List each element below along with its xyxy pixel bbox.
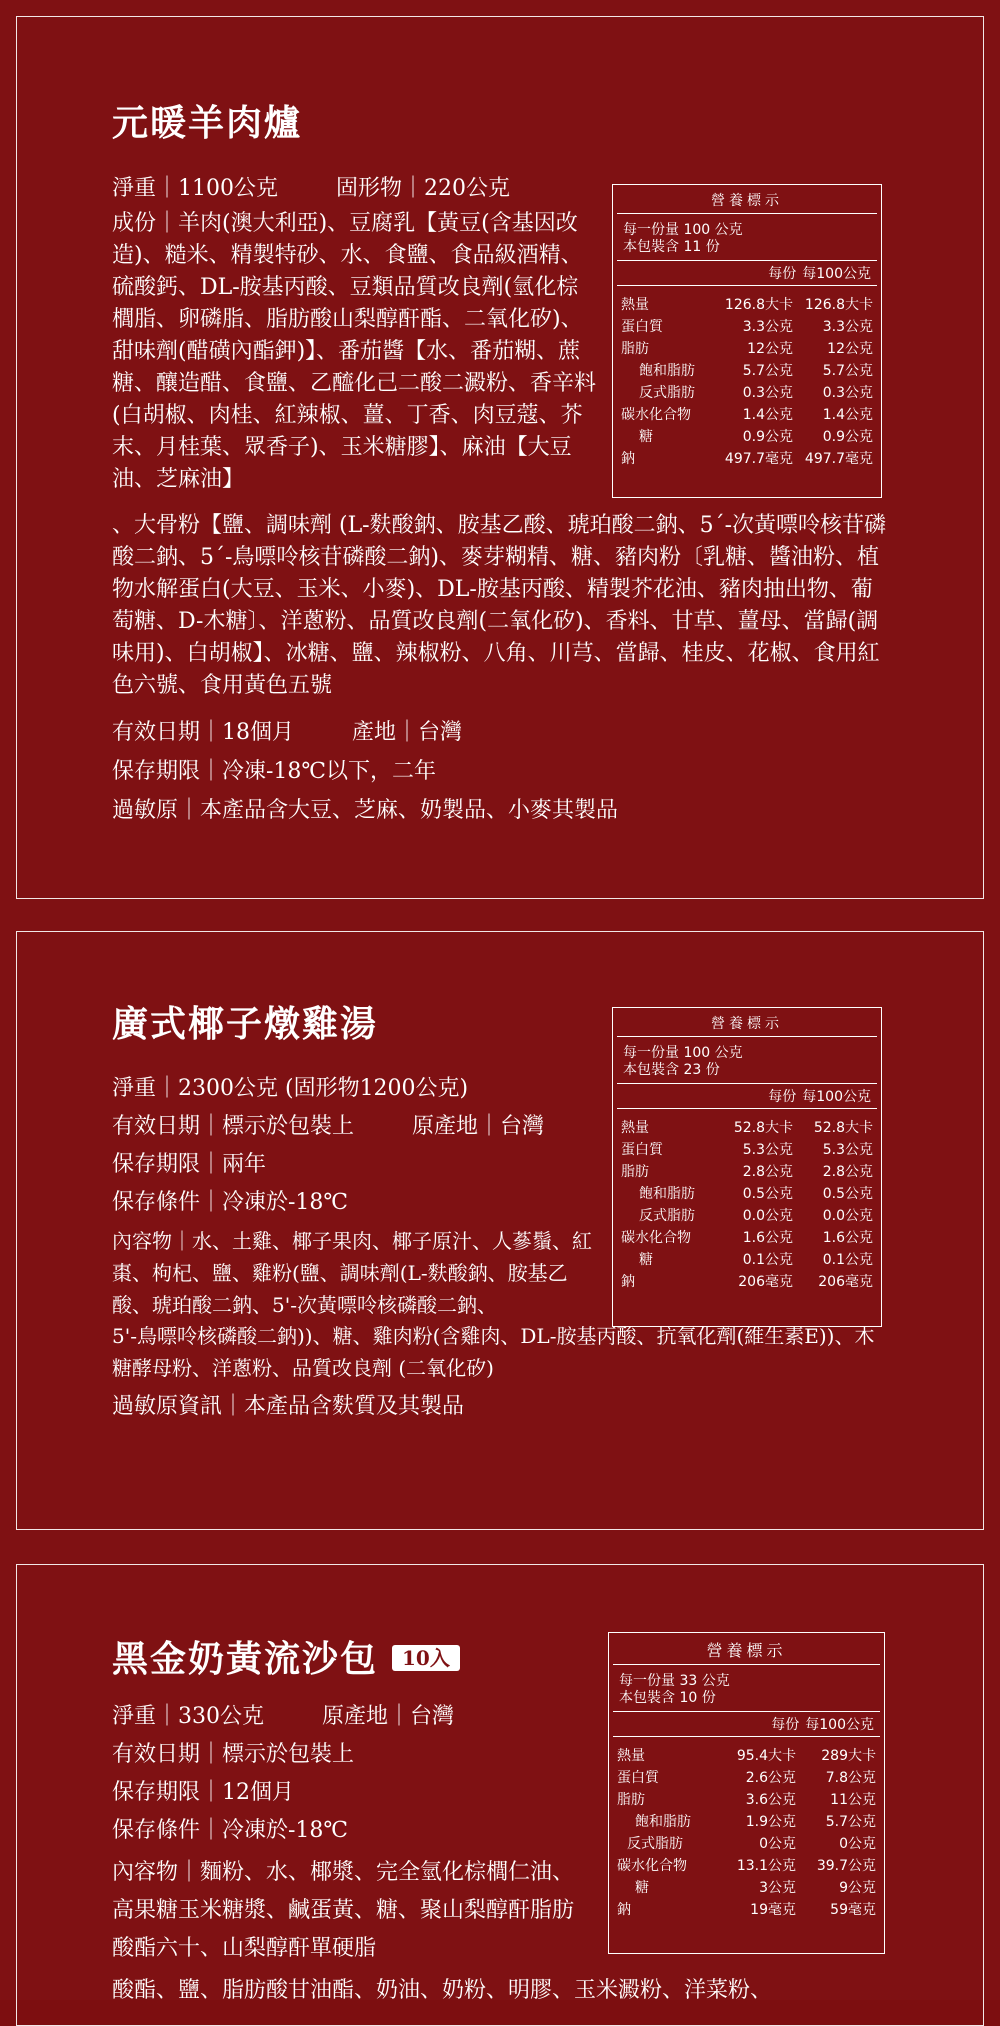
allergen-line: 過敏原資訊｜本產品含麩質及其製品 <box>112 1394 465 1419</box>
product-title-text: 黑金奶黃流沙包 <box>112 1638 379 1680</box>
origin: 原產地｜台灣 <box>322 1704 455 1729</box>
serving-info <box>609 1665 884 1711</box>
nutrition-row: 反式脂肪 0.3公克 0.3公克 <box>639 385 873 401</box>
allergen-line: 過敏原｜本產品含大豆、芝麻、奶製品、小麥其製品 <box>112 798 619 823</box>
nutrition-row: 碳水化合物 1.6公克 1.6公克 <box>621 1230 873 1246</box>
nutrition-row: 碳水化合物 1.4公克 1.4公克 <box>621 407 873 423</box>
nutrition-row: 飽和脂肪 0.5公克 0.5公克 <box>639 1186 873 1202</box>
nutrition-row: 反式脂肪 0.0公克 0.0公克 <box>639 1208 873 1224</box>
col-per-100g: 每100公克 <box>805 1717 874 1733</box>
storage-line: 保存條件｜冷凍於-18℃ <box>112 1190 349 1215</box>
nutrition-row: 脂肪 12公克 12公克 <box>621 341 873 357</box>
product-title: 元暖羊肉爐 <box>112 102 303 144</box>
nutrition-row: 糖 3公克 9公克 <box>635 1880 876 1896</box>
serving-info <box>613 214 881 260</box>
nutrition-row: 蛋白質 2.6公克 7.8公克 <box>617 1770 876 1786</box>
nutrition-row: 熱量 95.4大卡 289大卡 <box>617 1748 876 1764</box>
nutrition-title: 營養標示 <box>617 185 877 214</box>
serving-size: 每一份量 100 公克 <box>623 1045 743 1061</box>
serving-info <box>613 1037 881 1083</box>
nutrition-table <box>612 1007 882 1327</box>
solid-weight: 固形物｜220公克 <box>336 176 510 201</box>
nutrition-row: 反式脂肪 0公克 0公克 <box>627 1836 876 1852</box>
weight-line: 淨重｜2300公克 (固形物1200公克) <box>112 1076 469 1101</box>
nutrition-row: 鈉 497.7毫克 497.7毫克 <box>621 451 873 467</box>
nutrition-rows <box>613 1109 881 1297</box>
col-per-serving: 每份 <box>768 1089 797 1105</box>
nutrition-title: 營養標示 <box>617 1008 877 1037</box>
weight-line <box>112 1702 454 1732</box>
ingredients-text-continued: 、大骨粉【鹽、調味劑 (L-麩酸鈉、胺基乙酸、琥珀酸二鈉、5´-次黃嘌呤核苷磷酸二鈉、5´-鳥嘌呤核苷磷酸二鈉)、麥芽糊精、糖、豬肉粉〔乳糖、醬油粉、植物水解蛋白(大豆、玉米、小麥)、DL-胺基丙酸、精製芥花油、豬肉抽出物、葡萄糖、D-木糖〕、洋蔥粉、品質改良劑(二氧化矽)、香料、甘草、薑母、當歸(調味用)、白胡椒】、冰糖、鹽、辣椒粉、八角、川芎、當歸、桂皮、花椒、食用紅色六號、食用黃色五號 <box>112 513 887 698</box>
expiry-line <box>112 1112 544 1142</box>
net-weight: 淨重｜330公克 <box>112 1704 264 1729</box>
nutrition-row: 糖 0.1公克 0.1公克 <box>639 1252 873 1268</box>
nutrition-table <box>608 1632 885 1954</box>
contents-text: 內容物｜麵粉、水、椰漿、完全氫化棕櫚仁油、高果糖玉米糖漿、鹹蛋黃、糖、聚山梨醇酐脂肪酸酯六十、山梨醇酐單硬脂 <box>112 1860 575 1961</box>
contents-text-continued: 酸酯、鹽、脂肪酸甘油酯、奶油、奶粉、明膠、玉米澱粉、洋菜粉、 <box>112 1978 773 2003</box>
nutrition-row: 蛋白質 3.3公克 3.3公克 <box>621 319 873 335</box>
nutrition-row: 脂肪 3.6公克 11公克 <box>617 1792 876 1808</box>
product-title: 廣式椰子燉雞湯 <box>112 1003 379 1045</box>
product-title <box>112 1640 460 1680</box>
contents-text: 內容物｜水、土雞、椰子果肉、椰子原汁、人蔘鬚、紅棗、枸杞、鹽、雞粉(鹽、調味劑(L-麩酸鈉、胺基乙酸、琥珀酸二鈉、5'-次黃嘌呤核磷酸二鈉、 <box>112 1229 592 1317</box>
nutrition-row: 鈉 19毫克 59毫克 <box>617 1902 876 1918</box>
net-weight: 淨重｜1100公克 <box>112 176 278 201</box>
shelf-life-line: 保存期限｜兩年 <box>112 1152 267 1177</box>
origin: 產地｜台灣 <box>352 720 463 745</box>
expiry-line: 有效日期｜標示於包裝上 <box>112 1742 355 1767</box>
expiry: 有效日期｜標示於包裝上 <box>112 1114 355 1139</box>
product-panel-coconut-chicken <box>0 915 1000 1548</box>
expiry-line <box>112 718 462 748</box>
nutrition-column-header <box>617 1083 877 1109</box>
nutrition-row: 糖 0.9公克 0.9公克 <box>639 429 873 445</box>
product-panel-custard-bun <box>0 1548 1000 2003</box>
col-per-100g: 每100公克 <box>802 1089 871 1105</box>
storage-line: 保存條件｜冷凍於-18℃ <box>112 1818 349 1843</box>
col-per-serving: 每份 <box>768 266 797 282</box>
col-per-100g: 每100公克 <box>802 266 871 282</box>
nutrition-row: 鈉 206毫克 206毫克 <box>621 1274 873 1290</box>
product-panel-lamb <box>0 0 1000 915</box>
nutrition-rows <box>609 1737 884 1925</box>
nutrition-row: 熱量 126.8大卡 126.8大卡 <box>621 297 873 313</box>
nutrition-row: 飽和脂肪 1.9公克 5.7公克 <box>635 1814 876 1830</box>
serving-size: 每一份量 100 公克 <box>623 222 743 238</box>
nutrition-row: 蛋白質 5.3公克 5.3公克 <box>621 1142 873 1158</box>
serving-size: 每一份量 33 公克 <box>619 1673 730 1689</box>
quantity-badge: 10入 <box>392 1645 460 1671</box>
nutrition-row: 脂肪 2.8公克 2.8公克 <box>621 1164 873 1180</box>
servings-per-pack: 本包裝含 11 份 <box>623 239 720 255</box>
servings-per-pack: 本包裝含 10 份 <box>619 1690 716 1706</box>
col-per-serving: 每份 <box>771 1717 800 1733</box>
expiry: 有效日期｜18個月 <box>112 720 294 745</box>
storage-line: 保存期限｜冷凍-18℃以下，二年 <box>112 759 437 784</box>
nutrition-column-header <box>613 1711 880 1737</box>
ingredients-text: 成份｜羊肉(澳大利亞)、豆腐乳【黃豆(含基因改造)、糙米、精製特砂、水、食鹽、食品級酒精、硫酸鈣、DL-胺基丙酸、豆類品質改良劑(氫化棕櫚脂、卵磷脂、脂肪酸山梨醇酐酯、二氧化矽)、甜味劑(醋磺內酯鉀)】、番茄醬【水、番茄糊、蔗糖、釀造醋、食鹽、乙醯化己二酸二澱粉、香辛料 (白胡椒、肉桂、紅辣椒、薑、丁香、肉豆蔻、芥末、月桂葉、眾香子)、玉米糖膠】、麻油【大豆油、芝麻油】 <box>112 211 597 492</box>
weight-line <box>112 174 510 204</box>
nutrition-row: 飽和脂肪 5.7公克 5.7公克 <box>639 363 873 379</box>
nutrition-title: 營養標示 <box>613 1633 880 1665</box>
servings-per-pack: 本包裝含 23 份 <box>623 1062 720 1078</box>
nutrition-row: 碳水化合物 13.1公克 39.7公克 <box>617 1858 876 1874</box>
nutrition-column-header <box>617 260 877 286</box>
contents-text-continued: 5'-鳥嘌呤核磷酸二鈉))、糖、雞肉粉(含雞肉、DL-胺基丙酸、抗氧化劑(維生素E))、木糖酵母粉、洋蔥粉、品質改良劑 (二氧化矽) <box>112 1324 875 1380</box>
nutrition-rows <box>613 286 881 474</box>
nutrition-table <box>612 184 882 498</box>
shelf-life-line: 保存期限｜12個月 <box>112 1780 294 1805</box>
origin: 原產地｜台灣 <box>412 1114 545 1139</box>
nutrition-row: 熱量 52.8大卡 52.8大卡 <box>621 1120 873 1136</box>
